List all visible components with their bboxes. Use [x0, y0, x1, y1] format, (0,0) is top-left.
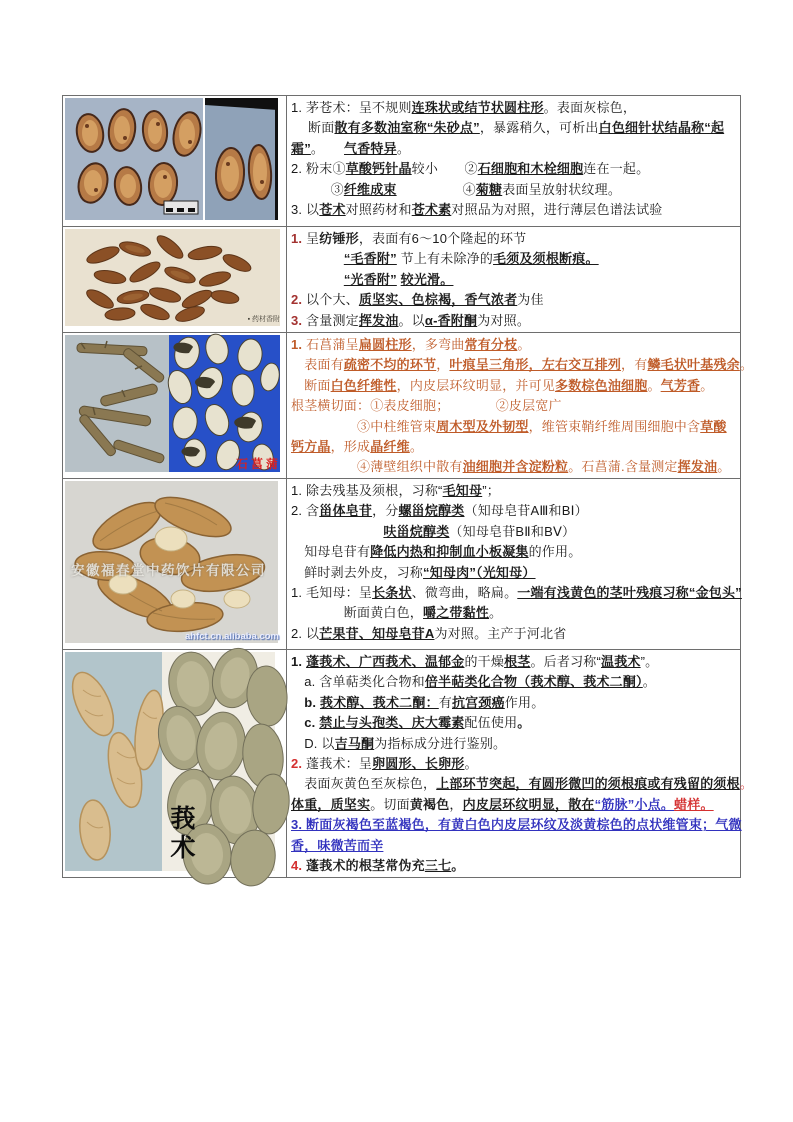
herb-table [62, 95, 754, 878]
notes-cell-zhimu [287, 479, 741, 650]
xiangfu-photo [65, 229, 280, 326]
text-line: 1. 石菖蒲呈扁圆柱形，多弯曲常有分枝。 [291, 337, 531, 352]
text-line: D. 以吉马酮为指标成分进行鉴别。 [291, 735, 507, 751]
text-line: 断面白色纤维性，内皮层环纹明显，并可见多数棕色油细胞。气芳香。 [291, 377, 714, 393]
ezhu-notes [291, 652, 754, 876]
notes-cell-xiangfu [287, 227, 741, 333]
ezhu-label: 莪术 [167, 805, 194, 863]
text-line: 知母皂苷有降低内热和抑制血小板凝集的作用。 [291, 544, 582, 560]
text-line: 呋甾烷醇类（知母皂苷BⅡ和BⅤ） [383, 523, 576, 539]
text-line: 3. 以苍术对照药材和苍术素对照品为对照，进行薄层色谱法试验 [291, 202, 663, 218]
text-line: 鲜时剥去外皮，习称“知母肉”（光知母） [291, 564, 536, 580]
text-line: b. 莪术醇、莪术二酮：有抗宫颈癌作用。 [291, 694, 545, 710]
text-line: 1. 除去残基及须根，习称“毛知母”； [291, 483, 500, 498]
text-line: 表面有疏密不均的环节，叶痕呈三角形，左右交互排列，有鳞毛状叶基残余。 [291, 357, 754, 373]
table-row-cangzhu [63, 96, 741, 227]
table-row-zhimu [63, 479, 741, 650]
text-line: 1. 毛知母：呈长条状、微弯曲，略扁。一端有浅黄色的茎叶残痕习称“金包头” [291, 585, 742, 601]
text-line: “毛香附” 节上有未除净的毛须及须根断痕。 [343, 251, 599, 267]
text-line: 钙方晶，形成晶纤维。 [291, 439, 424, 455]
xiangfu-notes [291, 229, 739, 331]
text-line: 3. 含量测定挥发油。以α-香附酮为对照。 [291, 312, 531, 328]
table-row-ezhu [63, 650, 741, 878]
table-row-xiangfu [63, 227, 741, 333]
xiangfu-caption: ▪ 药材香附 [247, 316, 280, 323]
text-line: a. 含单萜类化合物和倍半萜类化合物（莪术醇、莪术二酮）。 [291, 674, 656, 690]
text-line: 霜”。 气香特异。 [291, 140, 411, 156]
shichangpu-photo [65, 335, 280, 472]
table-row-shichangpu [63, 333, 741, 479]
text-line: 体重，质坚实。切面黄褐色，内皮层环纹明显，散在“筋脉”小点。蜡样。 [291, 796, 714, 812]
text-line: ③纤维成束 ④菊糖表面呈放射状纹理。 [291, 181, 622, 197]
text-line: 1. 呈纺锤形，表面有6～10个隆起的环节 [291, 231, 527, 246]
text-line: 香，味微苦而辛 [291, 837, 384, 853]
zhimu-photo [65, 481, 278, 643]
photo-cell-cangzhu [63, 96, 287, 227]
zhimu-notes [291, 481, 742, 644]
shichangpu-label: 石菖蒲 [235, 457, 281, 471]
text-line: 2. 以个大、质坚实、色棕褐，香气浓者为佳 [291, 292, 544, 308]
text-line: 表面灰黄色至灰棕色，上部环节突起，有圆形微凹的须根痕或有残留的须根。 [291, 776, 754, 792]
text-line: 4. 蓬莪术的根茎常伪充三七。 [291, 858, 465, 874]
text-line: ④薄壁组织中散有油细胞并含淀粉粒。石菖蒲.含量测定挥发油。 [291, 459, 731, 475]
photo-cell-ezhu [63, 650, 287, 878]
photo-cell-xiangfu [63, 227, 287, 333]
cangzhu-notes [291, 98, 739, 220]
photo-cell-shichangpu [63, 333, 287, 479]
text-line: 根茎横切面：①表皮细胞； ②皮层宽广 [291, 398, 562, 414]
text-line: 断面黄白色，嚼之带黏性。 [291, 605, 503, 621]
notes-cell-cangzhu [287, 96, 741, 227]
zhimu-watermark: 安徽福春堂中药饮片有限公司 [71, 563, 266, 578]
cangzhu-photo [65, 98, 278, 220]
text-line: 2. 以芒果苷、知母皂苷A为对照。主产于河北省 [291, 625, 567, 641]
zhimu-url: ahfct.cn.alibaba.com [185, 631, 279, 642]
text-line: 1. 茅苍术：呈不规则连珠状或结节状圆柱形。表面灰棕色， [291, 100, 637, 115]
text-line: 1. 蓬莪术、广西莪术、温郁金的干燥根茎。后者习称“温莪术”。 [291, 654, 659, 669]
ezhu-photo [65, 652, 275, 871]
notes-cell-ezhu [287, 650, 754, 878]
text-line: 2. 粉末①草酸钙针晶较小 ②石细胞和木栓细胞连在一起。 [291, 161, 650, 177]
text-line: 2. 含甾体皂苷，分螺甾烷醇类（知母皂苷AⅢ和BⅠ） [291, 503, 588, 519]
text-line: c. 禁止与头孢类、庆大霉素配伍使用。 [291, 715, 531, 731]
shichangpu-notes [291, 335, 754, 478]
text-line: “光香附” 较光滑。 [343, 271, 454, 287]
notes-cell-shichangpu [287, 333, 754, 479]
text-line: 3. 断面灰褐色至蓝褐色，有黄白色内皮层环纹及淡黄棕色的点状维管束；气微 [291, 817, 742, 833]
text-line: 2. 蓬莪术：呈卵圆形、长卵形。 [291, 756, 478, 772]
text-line: ③中柱维管束周木型及外韧型，维管束鞘纤维周围细胞中含草酸 [291, 418, 727, 434]
photo-cell-zhimu [63, 479, 287, 650]
text-line: 断面散有多数油室称“朱砂点”，暴露稍久，可析出白色细针状结晶称“起 [291, 120, 725, 136]
